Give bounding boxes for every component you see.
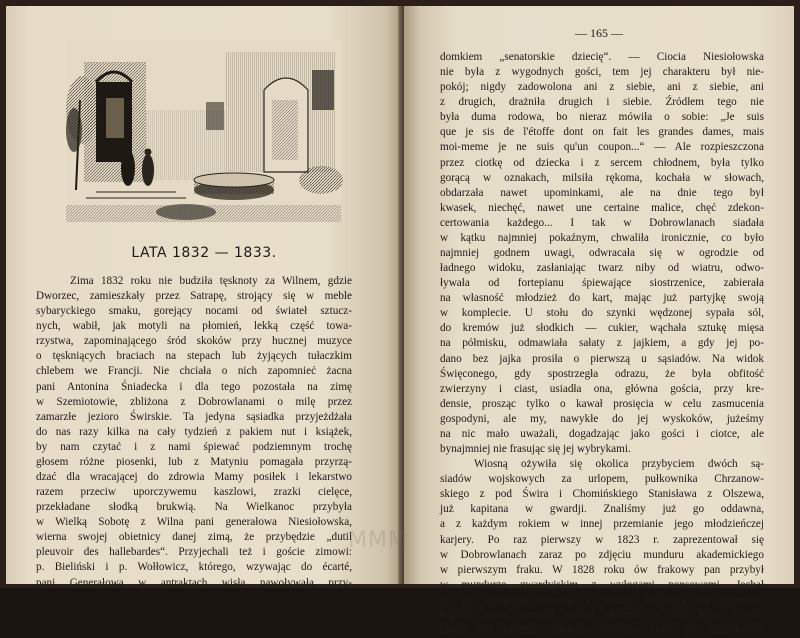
text-line: do nas razy kilka na cały tydzień z pakiem nut i książek, bbox=[36, 425, 352, 438]
text-line: skiego z pod Świra i Chomińskiego Stanisława z Olszewa, bbox=[440, 488, 764, 501]
text-line: o tęskniących braciach na stepach lub żyjących tułaczkim bbox=[36, 350, 352, 363]
left-page-text bbox=[36, 274, 352, 591]
text-line: pokój; nigdy zadowolona ani z siebie, ani z siebie, ani bbox=[440, 81, 764, 94]
text-line: certowania każdego... I tak w Dobrowlanach siadała bbox=[440, 216, 764, 229]
text-line: pleuvoir des hallebardes“. Przyjechali też i goście zimowi: bbox=[36, 546, 352, 559]
courtyard-illustration bbox=[66, 40, 341, 222]
text-line: by nam czytać i z nami śpiewać podziemnym trochę bbox=[36, 440, 352, 453]
text-line: rzystwa, zapominającego śród skoków przy hucznej muzyce bbox=[36, 335, 352, 348]
text-line: na nic mało uważali, dogadzając jako gości i ciotce, ale bbox=[440, 427, 764, 440]
text-line: z drugich, drażniła drugich i siebie. Źródłem tego nie bbox=[440, 96, 764, 109]
text-line: w kątku najmniej pokaźnym, chwaliła ironicznie, co było bbox=[440, 231, 764, 244]
text-line: nie była z wygodnych gości, tem jej charakteru był nie- bbox=[440, 66, 764, 79]
text-line: Dworzec, zamieszkały przez Satrapę, strojący się w meble bbox=[36, 290, 352, 303]
text-line: w Dobrowlanach zaraz po zdjęciu munduru akademickiego bbox=[440, 548, 764, 561]
text-line: Wiosną ożywiła się okolica przybyciem dwóch są- bbox=[474, 458, 764, 471]
text-line: pani Generałowa w antraktach wisła nawoływała przy- bbox=[36, 576, 352, 589]
text-line: a z każdym rokiem w innej przemianie jego młodzieńczej bbox=[440, 518, 764, 531]
text-line: densie, prosząc tylko o kawał prosięcia w celu zasmucenia bbox=[440, 397, 764, 410]
text-line: najmniej godnem uwagi, odwracała się w ogrodzie od bbox=[440, 247, 764, 260]
text-line: obdarzała nawet upominkami, ale na dnie tego był bbox=[440, 186, 764, 199]
text-line: do kremów już słodkich — cukier, wąchała sztukę mięsa bbox=[440, 322, 764, 335]
text-line: na półmisku, odmawiała sałaty z jajkiem, a gdy jej po- bbox=[440, 337, 764, 350]
text-line: domkiem „senatorskie dziecię“. — Ciocia Niesiołowska bbox=[440, 51, 764, 63]
text-line: już kapitana w gwardji. Znaliśmy już go oddawna, bbox=[440, 503, 764, 516]
text-line: dano bez jajka prosiła o pierwszą u sąsiadów. Na widok bbox=[440, 352, 764, 365]
text-line: przez ciotkę od dziecka i z sercem chłodnem, była tylko bbox=[440, 156, 764, 169]
text-line: p. Bieliński i p. Wołłowicz, którego, wzywając do écarté, bbox=[36, 561, 352, 574]
text-line: que je sis de l'étoffe dont on fait les grandes dames, mais bbox=[440, 126, 764, 139]
text-line: przekładane słodką brukwią. Na Wielkanoc przybyła bbox=[36, 501, 352, 514]
page-number: — 165 — bbox=[575, 26, 623, 40]
text-line: ładnego widoku, zasłaniając twarz niby od wiatru, odwo- bbox=[440, 262, 764, 275]
text-line: on na kampanję turecką, a widząc kończącą się natenczas bbox=[440, 593, 764, 606]
text-line: gospodyni, ale my, nawykłe do jej wyskoków, jużeśmy bbox=[440, 412, 764, 425]
text-line: w komplecie. U stołu do szynki wędzonej sypała sól, bbox=[440, 307, 764, 320]
text-line: razem przeciw uporczywemu kaszlowi, zrazki cielęce, bbox=[36, 486, 352, 499]
text-line: głosem różne piosenki, lub z Matyniu pomagała przyrzą- bbox=[36, 455, 352, 468]
text-line: Zima 1832 roku nie budziła tęsknoty za Wilnem, gdzie bbox=[70, 275, 352, 287]
text-line: dzać dla wracającej do zdrowia Mamy posiłek i lekarstwo bbox=[36, 471, 352, 484]
text-line: moi-meme je ne suis qu'un coupon...“ — Ale rozpieszczona bbox=[440, 141, 764, 154]
text-line: sybaryckiego smaku, gorejący nocami od świateł sztucz- bbox=[36, 305, 352, 318]
text-line: wierna swojej obietnicy danej zimą, że przybędzie „dutil bbox=[36, 531, 352, 544]
text-line: zwierzyny i ciast, usiadła ona, główna gościa, przy kre- bbox=[440, 382, 764, 395]
text-line: łupem był kindżał, nabijany srebrem, który po szczęśliwym bbox=[440, 623, 764, 636]
text-line: w Szemiotowie, zbliżona z Dobrowlanami o milę przez bbox=[36, 395, 352, 408]
text-line: kaplicę naszą, uczynił votum złożenia w niej łupu. I tym bbox=[440, 608, 764, 621]
text-line: w pierwszym fraku. W 1828 roku ów frakowy pan przybył bbox=[440, 563, 764, 576]
text-line: chlebem we Francji. Nie chciała o nich zapomnieć żacna bbox=[36, 365, 352, 378]
text-line: bynajmniej nie frasując się jej wybrykami. bbox=[440, 443, 631, 456]
section-title: LATA 1832 — 1833. bbox=[131, 245, 277, 261]
left-page bbox=[6, 6, 402, 589]
text-line: nych, wabił, jak motyli na płomień, lekką część towa- bbox=[36, 320, 352, 333]
right-page bbox=[404, 6, 794, 636]
right-page-text bbox=[440, 50, 764, 638]
text-line: w Wielką Sobotę z Wilna pani generałowa Niesiołowska, bbox=[36, 516, 352, 529]
text-line: pani Antonina Śniadecka i dla tego pozostała na zimę bbox=[36, 380, 352, 393]
watermark: MMM bbox=[348, 528, 408, 553]
text-line: zamarzłe jezioro Świrskie. Ta jedyna sąsiadka przyjeżdżała bbox=[36, 410, 352, 423]
text-line: karjery. Po raz pierwszy w 1823 r. zaprezentował się bbox=[440, 533, 764, 546]
text-line: w mundurze gwardyjskim z wyłogami ponsowemi. Jechał bbox=[440, 578, 764, 591]
text-line: gorącą w oznakach, milsiła rękoma, kochała w słowach, bbox=[440, 171, 764, 184]
text-line: siadów wojskowych za urlopem, pułkownika Chrzanow- bbox=[440, 473, 764, 486]
text-line: kwasek, niechęć, nawet une certaine malice, chęć zdekon- bbox=[440, 201, 764, 214]
text-line: na własność młodzież do kart, mając już partyjkę swoją bbox=[440, 292, 764, 305]
text-line: ływała od fortepianu śpiewające siostrzenice, zabierała bbox=[440, 277, 764, 290]
text-line: Święconego, gdy spostrzegła odrazu, że była obfitość bbox=[440, 367, 764, 380]
text-line: była duma rodowa, bo nieraz mówiła o sobie: „Je suis bbox=[440, 111, 764, 124]
